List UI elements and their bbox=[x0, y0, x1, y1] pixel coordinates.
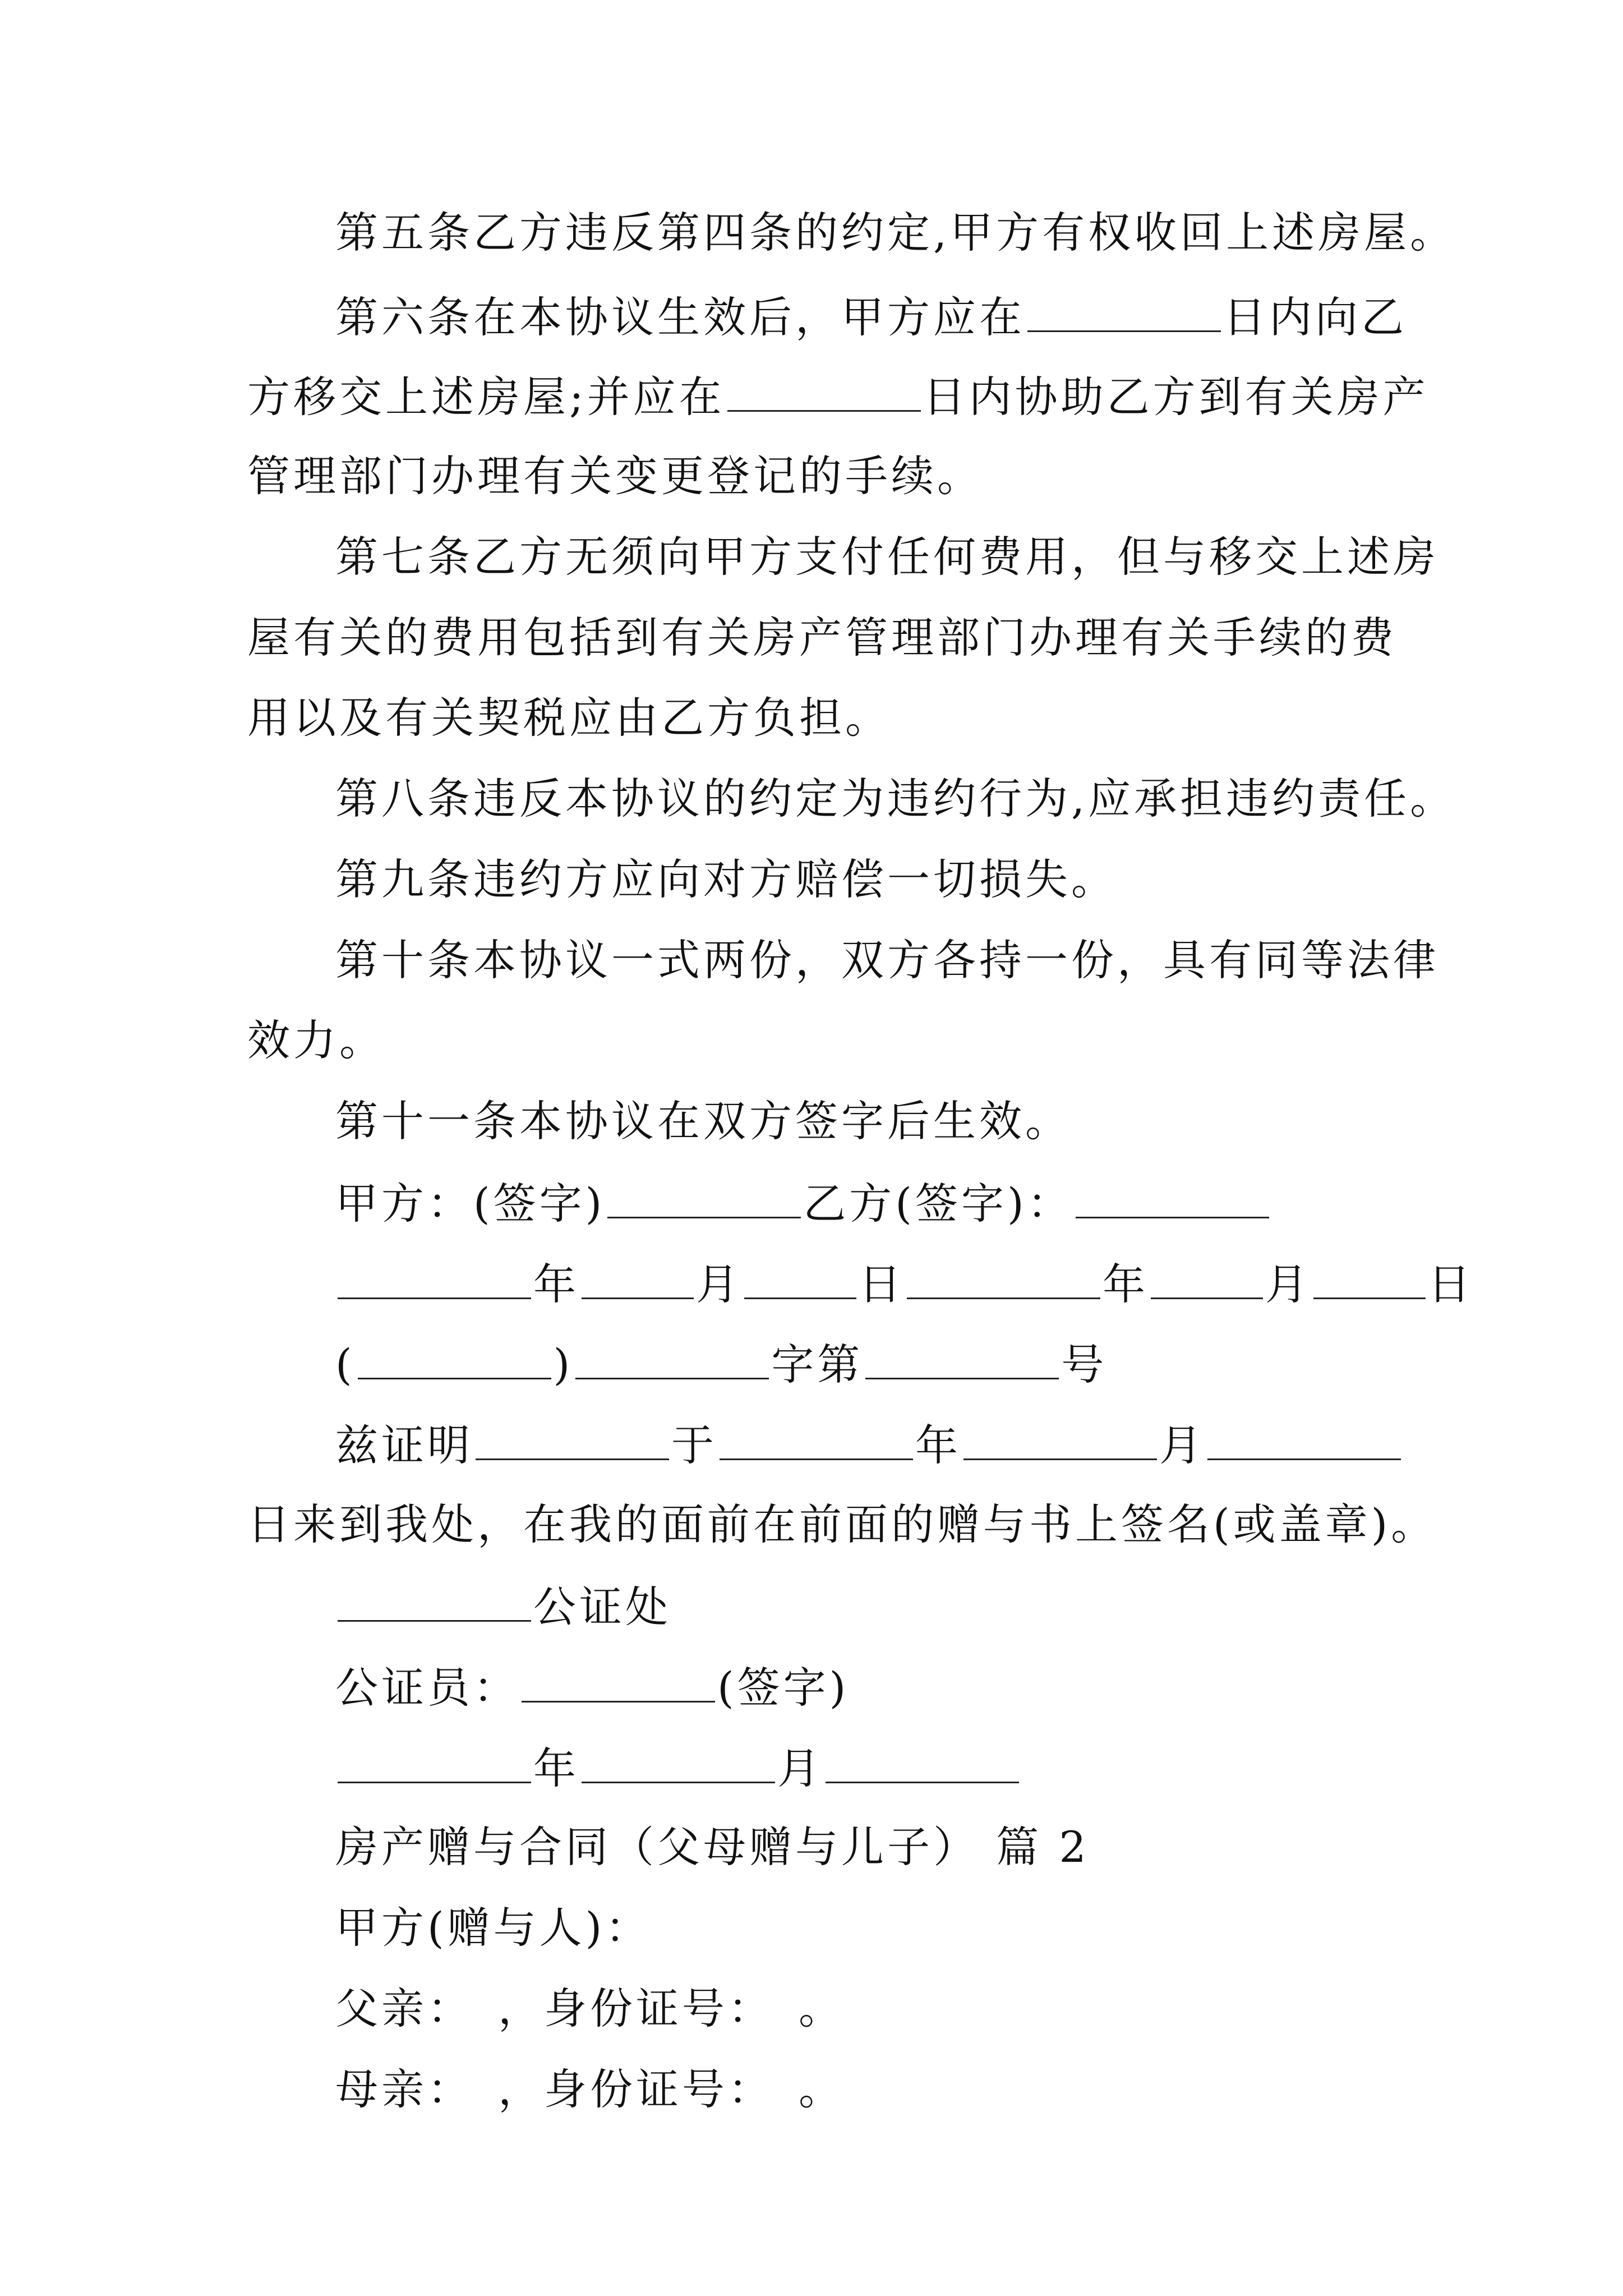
notary-office-blank[interactable] bbox=[338, 1577, 531, 1622]
notary-date-day-blank[interactable] bbox=[826, 1739, 1019, 1783]
doc-number-blank[interactable] bbox=[865, 1335, 1059, 1379]
party-a-sign-label: 甲方：(签字) bbox=[335, 1179, 606, 1228]
signature-line bbox=[335, 1174, 1271, 1230]
notary-year-label: 年 bbox=[915, 1420, 961, 1470]
notary-office-label: 公证处 bbox=[533, 1582, 671, 1632]
notary-month-label: 月 bbox=[1159, 1420, 1205, 1470]
article-6-text-a: 第六条在本协议生效后，甲方应在 bbox=[335, 292, 1025, 342]
notary-date-month-label: 月 bbox=[777, 1743, 823, 1793]
article-6-text-c: 方移交上述房屋;并应在 bbox=[247, 372, 725, 422]
contract-2-mother bbox=[335, 2062, 845, 2118]
article-11 bbox=[335, 1093, 1071, 1149]
contract-2-title-text: 房产赠与合同（父母赠与儿子） 篇 2 bbox=[335, 1822, 1090, 1872]
year-blank-1[interactable] bbox=[338, 1255, 531, 1299]
notary-month-blank[interactable] bbox=[963, 1416, 1157, 1460]
contract-2-title bbox=[335, 1819, 1090, 1875]
day-blank-2[interactable] bbox=[1313, 1255, 1426, 1299]
article-7-text-1: 第七条乙方无须向甲方支付任何费用，但与移交上述房 bbox=[335, 532, 1439, 582]
notary-year-blank[interactable] bbox=[720, 1416, 913, 1460]
notary-date-month-blank[interactable] bbox=[582, 1739, 775, 1783]
document-number-line bbox=[335, 1335, 1107, 1391]
article-5 bbox=[335, 205, 1456, 261]
contract-2-party-a-text: 甲方(赠与人)： bbox=[335, 1903, 652, 1953]
notary-officer-blank[interactable] bbox=[522, 1658, 715, 1703]
article-6-line-3 bbox=[247, 448, 983, 504]
paren-open: ( bbox=[335, 1340, 356, 1389]
article-10-text-1: 第十条本协议一式两份，双方各持一份，具有同等法律 bbox=[335, 935, 1439, 985]
notary-date-year-label: 年 bbox=[533, 1743, 579, 1793]
article-7-line-1 bbox=[335, 529, 1439, 585]
paren-close: ) bbox=[553, 1340, 574, 1389]
notary-statement: 日来到我处，在我的面前在前面的赠与书上签名(或盖章)。 bbox=[247, 1499, 1437, 1549]
article-10-text-2: 效力。 bbox=[247, 1015, 385, 1065]
notary-date-year-blank[interactable] bbox=[338, 1739, 531, 1783]
article-10-line-2 bbox=[247, 1013, 385, 1069]
party-a-sign-blank[interactable] bbox=[607, 1174, 801, 1218]
article-6-line-2 bbox=[247, 367, 1429, 424]
article-10-line-1 bbox=[335, 932, 1439, 988]
notary-line-2 bbox=[247, 1497, 1437, 1553]
contract-2-father bbox=[335, 1981, 845, 2037]
article-5-text: 第五条乙方违反第四条的约定,甲方有权收回上述房屋。 bbox=[335, 208, 1456, 257]
notary-prove-label: 兹证明 bbox=[335, 1420, 473, 1470]
contract-2-father-text: 父亲： ，身份证号： 。 bbox=[335, 1984, 845, 2033]
party-b-sign-blank[interactable] bbox=[1076, 1174, 1269, 1218]
notary-officer-label: 公证员： bbox=[335, 1663, 519, 1713]
hao-label: 号 bbox=[1061, 1340, 1108, 1389]
zi-di-label: 字第 bbox=[771, 1340, 864, 1389]
article-9 bbox=[335, 852, 1117, 908]
year-label-1: 年 bbox=[533, 1259, 579, 1309]
month-blank-1[interactable] bbox=[582, 1255, 694, 1299]
article-6-text-e: 管理部门办理有关变更登记的手续。 bbox=[247, 451, 983, 501]
article-6-text-d: 日内协助乙方到有关房产 bbox=[923, 372, 1429, 422]
month-blank-2[interactable] bbox=[1151, 1255, 1263, 1299]
notary-yu-label: 于 bbox=[671, 1420, 717, 1470]
article-6-text-b: 日内向乙 bbox=[1223, 292, 1407, 342]
day-label-1: 日 bbox=[859, 1259, 905, 1309]
article-6-line-1 bbox=[335, 288, 1407, 344]
contract-2-party-a bbox=[335, 1900, 651, 1956]
month-label-2: 月 bbox=[1265, 1259, 1311, 1309]
notary-line-1 bbox=[335, 1416, 1403, 1472]
year-blank-2[interactable] bbox=[907, 1255, 1100, 1299]
article-8 bbox=[335, 771, 1456, 827]
article-11-text: 第十一条本协议在双方签字后生效。 bbox=[335, 1096, 1071, 1146]
notary-date-line bbox=[335, 1739, 1021, 1795]
article-7-text-3: 用以及有关契税应由乙方负担。 bbox=[247, 693, 891, 743]
notary-office-line bbox=[335, 1577, 671, 1634]
day-blank-1[interactable] bbox=[744, 1255, 856, 1299]
article-7-text-2: 屋有关的费用包括到有关房产管理部门办理有关手续的费 bbox=[247, 613, 1397, 662]
contract-2-mother-text: 母亲： ，身份证号： 。 bbox=[335, 2064, 845, 2114]
day-label-2: 日 bbox=[1428, 1259, 1474, 1309]
notary-name-blank[interactable] bbox=[476, 1416, 669, 1460]
year-label-2: 年 bbox=[1103, 1259, 1149, 1309]
doc-word-blank[interactable] bbox=[575, 1335, 769, 1379]
doc-prefix-blank[interactable] bbox=[358, 1335, 551, 1379]
article-7-line-3 bbox=[247, 690, 891, 746]
notary-officer-line bbox=[335, 1658, 849, 1714]
article-7-line-2 bbox=[247, 610, 1397, 666]
party-b-sign-label: 乙方(签字)： bbox=[803, 1179, 1073, 1228]
days-blank-1[interactable] bbox=[1027, 288, 1221, 332]
date-line bbox=[335, 1255, 1474, 1311]
article-8-text: 第八条违反本协议的约定为违约行为,应承担违约责任。 bbox=[335, 774, 1456, 823]
notary-day-blank[interactable] bbox=[1207, 1416, 1401, 1460]
article-9-text: 第九条违约方应向对方赔偿一切损失。 bbox=[335, 854, 1117, 904]
month-label-1: 月 bbox=[696, 1259, 742, 1309]
days-blank-2[interactable] bbox=[727, 367, 921, 412]
notary-officer-sign: (签字) bbox=[717, 1663, 850, 1713]
